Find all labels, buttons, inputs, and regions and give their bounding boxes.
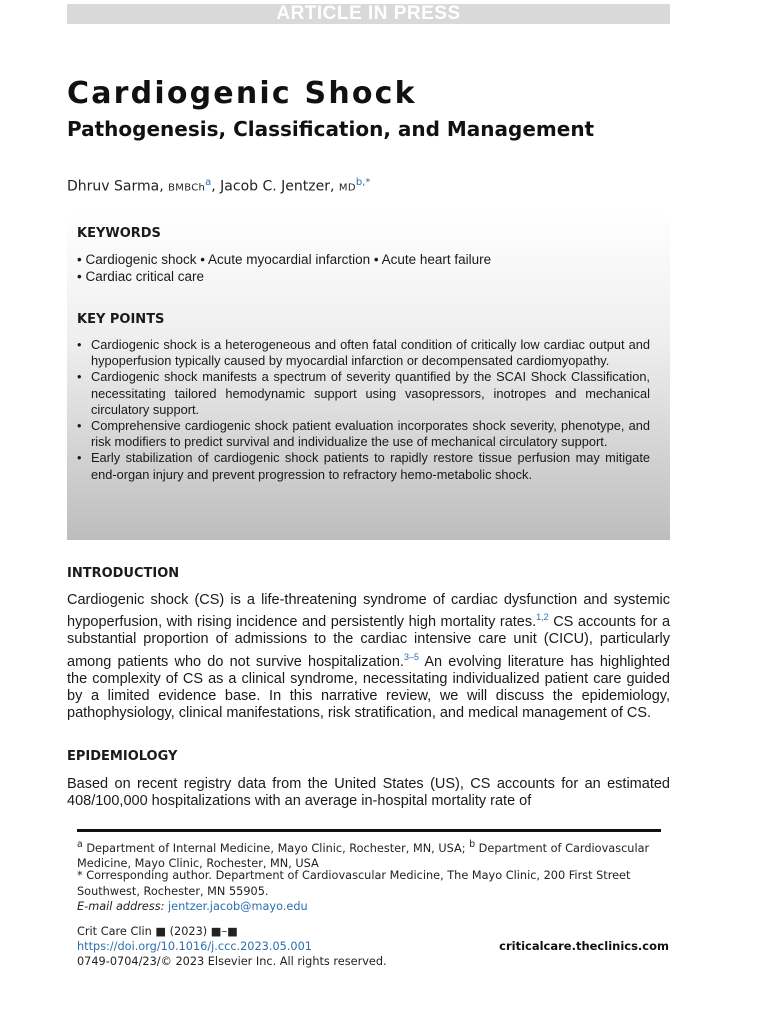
key-points-list [77, 337, 650, 483]
doi-link-line [77, 939, 312, 955]
email-link[interactable]: jentzer.jacob@mayo.edu [168, 900, 308, 913]
introduction-paragraph [67, 592, 670, 723]
key-point-item: • Comprehensive cardiogenic shock patient evaluation incorporates shock severity, phenotype, and risk modifiers to predict survival and individualize the use of mechanical circulatory support. [77, 418, 650, 450]
journal-citation: Crit Care Clin ■ (2023) ■–■ [77, 925, 238, 938]
copyright-line: 0749-0704/23/© 2023 Elsevier Inc. All rights reserved. [77, 955, 387, 968]
key-point-item: • Cardiogenic shock is a heterogeneous and often fatal condition of critically low cardiac output and hypoperfusion typically caused by myocardial infarction or decompensated cardiomyopathy. [77, 337, 650, 369]
citation-link[interactable]: 1,2 [536, 612, 549, 623]
keywords-line-2: • Cardiac critical care [77, 269, 205, 284]
email-footnote [77, 899, 661, 915]
author-2-affiliation-mark[interactable]: b,* [355, 177, 371, 188]
author-separator: , [211, 178, 221, 195]
doi-link[interactable]: https://doi.org/10.1016/j.ccc.2023.05.001 [77, 940, 312, 953]
keywords-keypoints-box [67, 212, 670, 540]
epidemiology-paragraph: Based on recent registry data from the United States (US), CS accounts for an estimated 408/100,000 hospitalizations with an average in-hospital mortality rate of [67, 776, 670, 810]
key-point-item: • Cardiogenic shock manifests a spectrum of severity quantified by the SCAI Shock Classification, necessitating tailored hemodynamic support using vasopressors, inotropes and mechanical circulatory support. [77, 369, 650, 418]
keywords-line-1: • Cardiogenic shock • Acute myocardial infarction • Acute heart failure [77, 252, 492, 267]
author-2-degree: MD [338, 182, 356, 194]
author-line [67, 177, 370, 195]
affiliations-footnote [77, 837, 661, 872]
footnote-divider [77, 829, 661, 832]
keywords-heading: KEYWORDS [77, 226, 161, 241]
keywords-list [77, 251, 650, 285]
article-subtitle: Pathogenesis, Classification, and Management [67, 117, 595, 141]
introduction-heading: INTRODUCTION [67, 566, 180, 581]
author-2-name: Jacob C. Jentzer, [220, 178, 339, 195]
journal-website-link[interactable]: criticalcare.theclinics.com [499, 939, 669, 953]
key-points-heading: KEY POINTS [77, 312, 165, 327]
intro-text-part: Cardiogenic shock (CS) is a life-threatening syndrome of cardiac dysfunction and systemic hypoperfusion, with rising incidence and persistently high mortality rates. [67, 592, 670, 631]
article-title: Cardiogenic Shock [67, 76, 417, 111]
epidemiology-heading: EPIDEMIOLOGY [67, 749, 178, 764]
corresponding-author-footnote: * Corresponding author. Department of Cardiovascular Medicine, The Mayo Clinic, 200 First Street Southwest, Rochester, MN 55905. [77, 869, 631, 898]
intro-text-part: An evolving literature has highlighted the complexity of CS as a clinical syndrome, necessitating individualized patient care guided by a limited evidence base. In this narrative review, we will discuss the epidemiology, pathophysiology, clinical manifestations, risk stratification, and medical management of CS. [67, 653, 670, 722]
key-point-item: • Early stabilization of cardiogenic shock patients to rapidly restore tissue perfusion may mitigate end-organ injury and prevent progression to refractory hemo-metabolic shock. [77, 450, 650, 482]
affiliation-b: Department of Cardiovascular Medicine, Mayo Clinic, Rochester, MN, USA [77, 841, 650, 871]
email-label: E-mail address: [77, 900, 165, 913]
intro-text-part: CS accounts for a substantial proportion of admissions to the cardiac intensive care unit (CICU), particularly among patients who do not survive hospitalization. [67, 614, 671, 670]
author-1-name: Dhruv Sarma, [67, 178, 169, 195]
article-in-press-banner: ARTICLE IN PRESS [67, 4, 670, 24]
author-1-degree: BMBCh [168, 182, 206, 194]
author-1-affiliation-mark[interactable]: a [205, 177, 212, 188]
citation-link[interactable]: 3–5 [403, 651, 419, 662]
affiliation-a-mark: a [77, 839, 83, 850]
affiliation-b-mark: b [469, 839, 476, 850]
affiliation-a: Department of Internal Medicine, Mayo Clinic, Rochester, MN, USA; [82, 841, 470, 855]
